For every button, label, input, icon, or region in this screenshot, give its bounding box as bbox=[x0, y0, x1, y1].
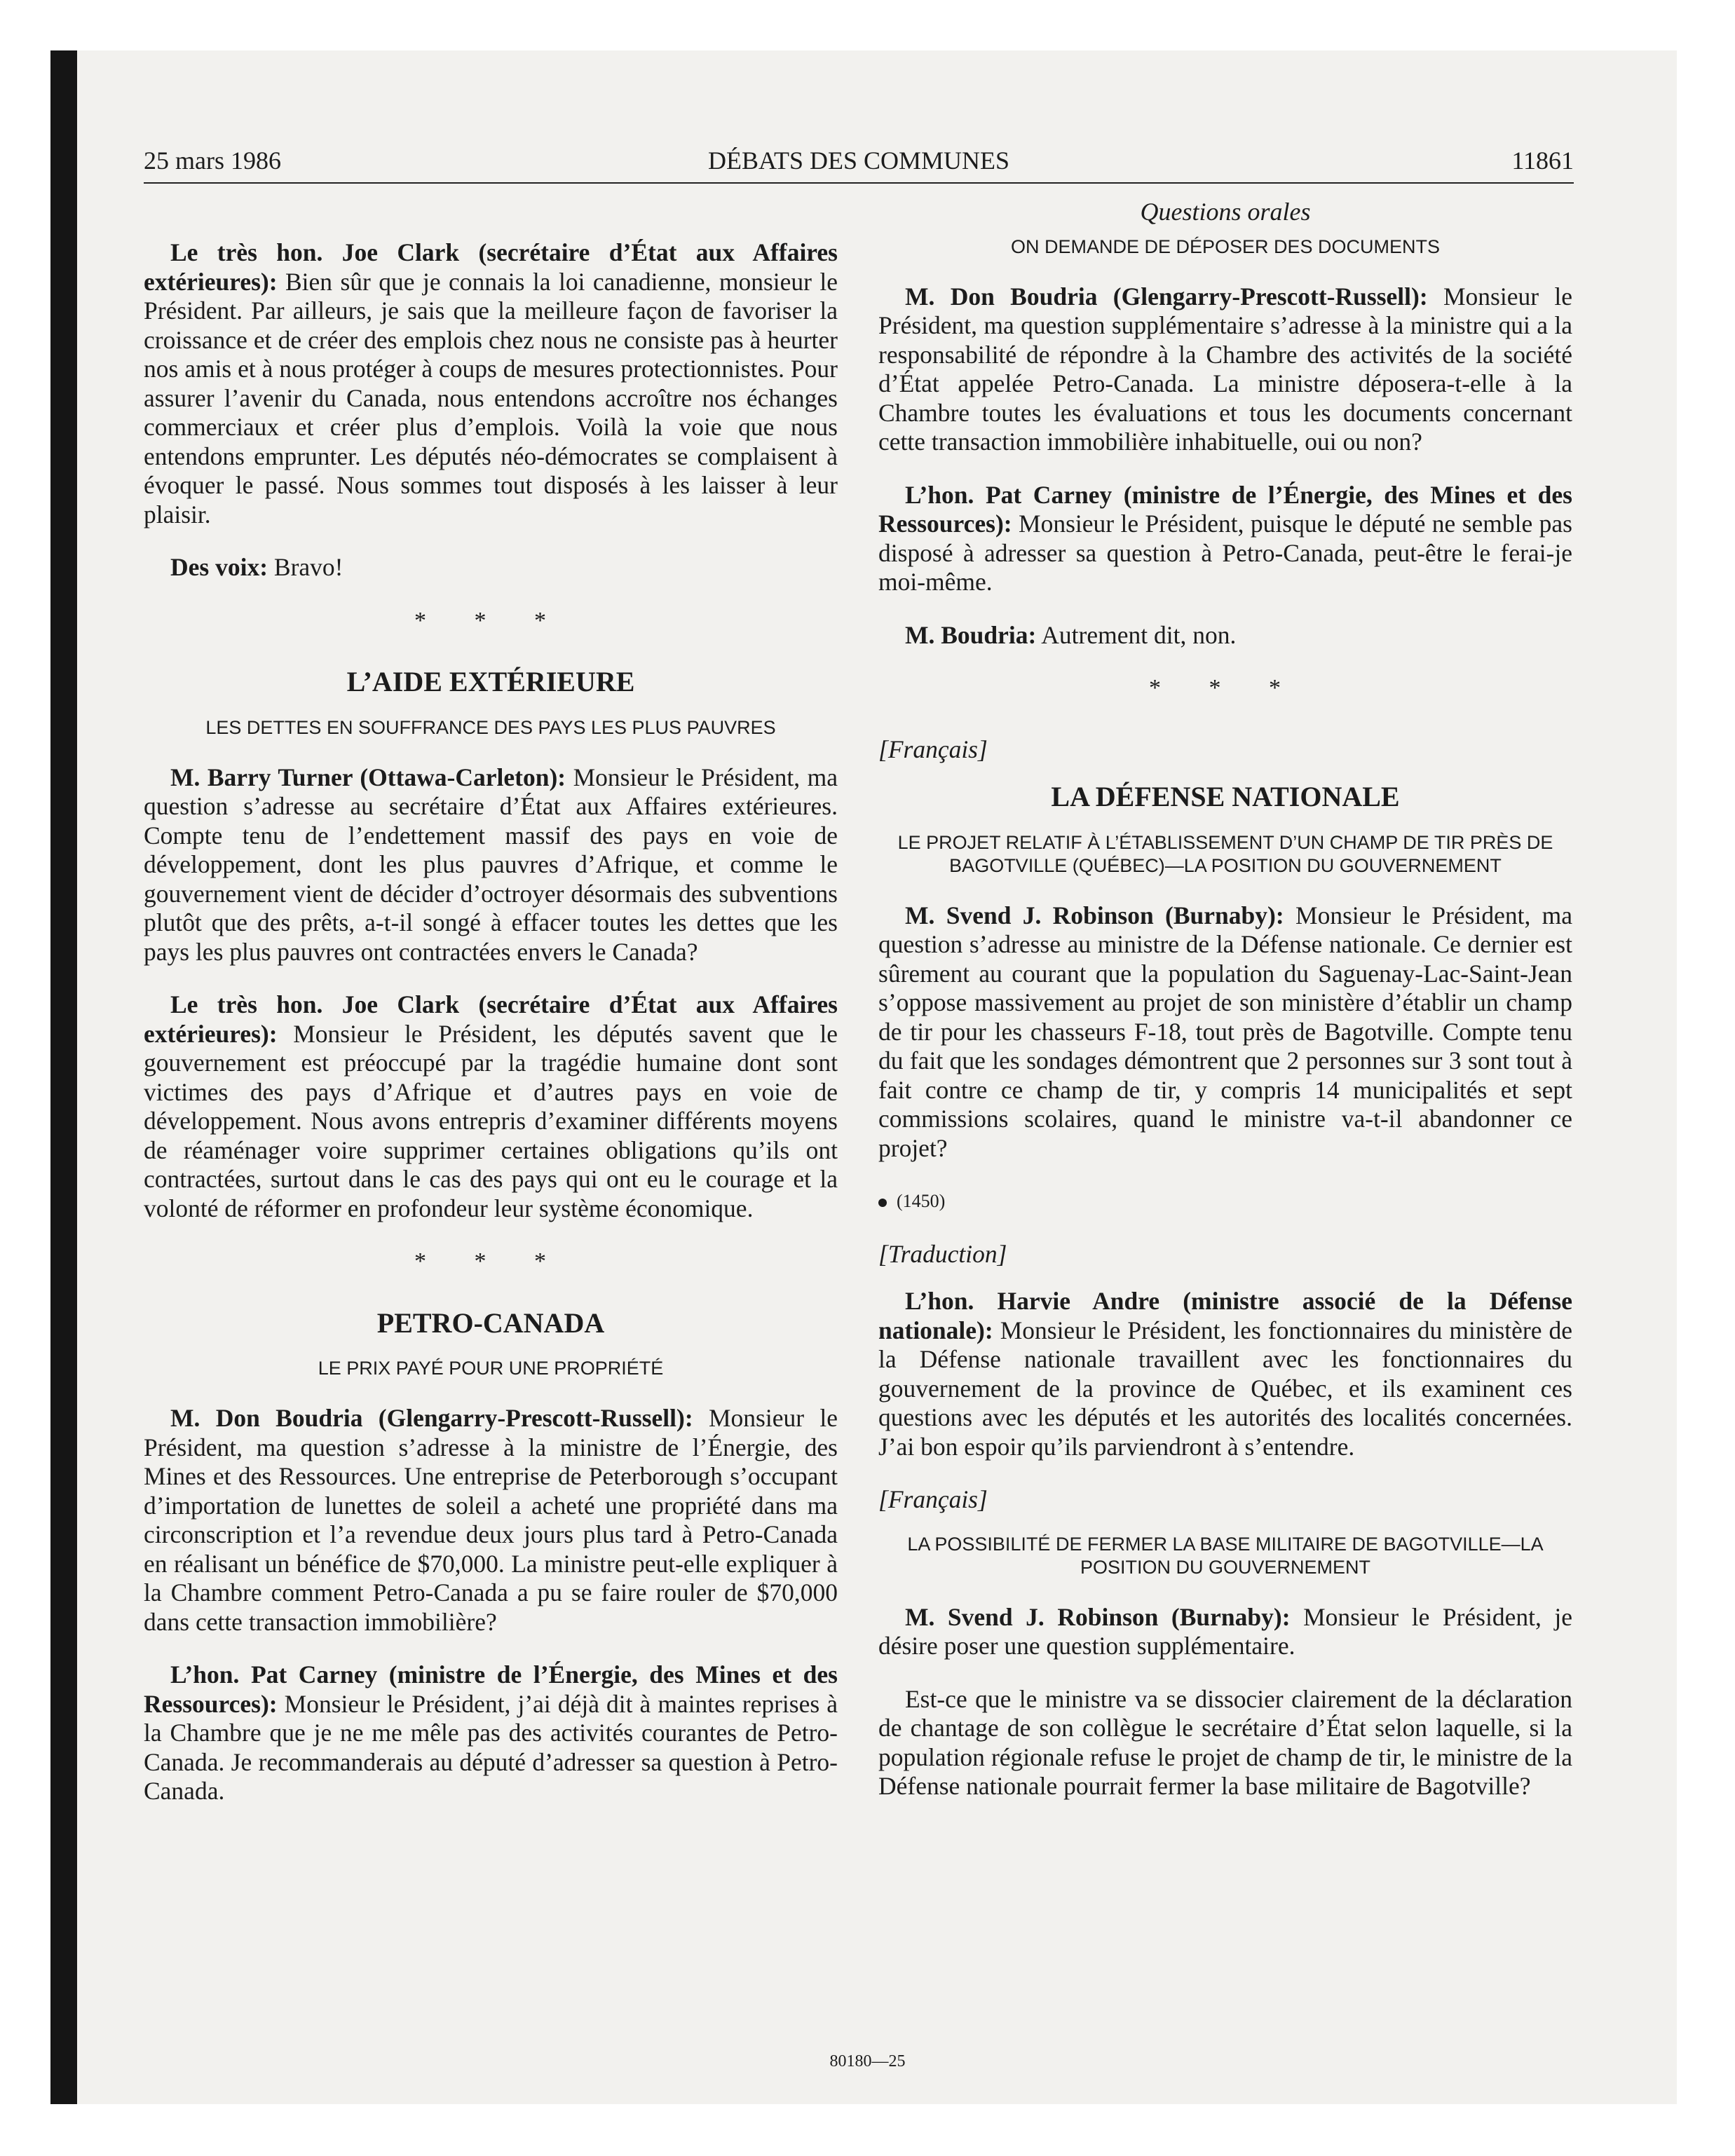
paragraph bbox=[144, 238, 838, 529]
scan-edge-bar bbox=[50, 50, 77, 2104]
speaker-name: M. Boudria: bbox=[905, 620, 1037, 649]
section-subtitle: ON DEMANDE DE DÉPOSER DES DOCUMENTS bbox=[1010, 236, 1441, 257]
paragraph bbox=[144, 1660, 838, 1806]
paragraph-text: Bien sûr que je connais la loi canadienne, monsieur le Président. Par ailleurs, je sais que la meilleure façon de favoriser la croissance et de créer des emplois chez nous ne consiste pas à heurter nos amis et à nous protéger à coups de mesures protectionnistes. Pour assurer l’avenir du Canada, nous entendons accroître nos échanges commerciaux et créer plus d’emplois. Voilà la voie que nous entendons emprunter. Les députés néo-démocrates se complaisent à évoquer le passé. Nous sommes tout disposés à les laisser à leur plaisir. bbox=[144, 267, 838, 528]
section-separator: * * * bbox=[1149, 675, 1302, 701]
paragraph-text: Monsieur le Président, ma question supplémentaire s’adresse à la ministre qui a la responsabilité de répondre à la Chambre des activités de la société d’État appelée Petro-Canada. La ministre déposera-t-elle à la Chambre toutes les évaluations et tous les documents concernant cette transaction immobilière inhabituelle, oui ou non? bbox=[878, 282, 1572, 456]
timestamp bbox=[878, 1187, 1572, 1216]
section-subtitle: LES DETTES EN SOUFFRANCE DES PAYS LES PLUS PAUVRES bbox=[205, 716, 776, 738]
speaker-name: L’hon. Harvie Andre (ministre associé de la Défense nationale): bbox=[878, 1287, 1572, 1344]
speaker-name: M. Don Boudria (Glengarry-Prescott-Russell): bbox=[170, 1404, 693, 1432]
paragraph bbox=[878, 282, 1572, 457]
speaker-name: M. Don Boudria (Glengarry-Prescott-Russell): bbox=[905, 282, 1428, 311]
paragraph bbox=[144, 990, 838, 1223]
page-header bbox=[144, 146, 1574, 184]
language-marker: [Français] bbox=[878, 1485, 988, 1513]
paragraph-text: Monsieur le Président, ma question s’adresse à la ministre de l’Énergie, des Mines et des Ressources. Une entreprise de Peterborough s’occupant d’importation de lunettes de soleil a acheté une propriété dans ma circonscription et l’a revendue deux jours plus tard à Petro-Canada en réalisant un bénéfice de $70,000. La ministre peut-elle expliquer à la Chambre comment Petro-Canada a pu se faire rouler de $70,000 dans cette transaction immobilière? bbox=[144, 1404, 838, 1636]
page-footer-code: 80180—25 bbox=[829, 2052, 906, 2070]
paragraph-text: Autrement dit, non. bbox=[1036, 620, 1237, 649]
speaker-name: M. Svend J. Robinson (Burnaby): bbox=[905, 901, 1284, 929]
speaker-name: Des voix: bbox=[170, 553, 268, 581]
paragraph-text: Monsieur le Président, ma question s’adresse au ministre de la Défense nationale. Ce dernier est sûrement au courant que la population du Saguenay-Lac-Saint-Jean s’oppose massivement au projet de son ministère d’établir un champ de tir pour les chasseurs F-18, tout près de Bagotville. Compte tenu du fait que les sondages démontrent que 2 personnes sur 3 sont tout à fait contre ce champ de tir, y compris 14 municipalités et sept commissions scolaires, quand le ministre va-t-il abandonner ce projet? bbox=[878, 901, 1573, 1162]
section-subtitle: LE PROJET RELATIF À L’ÉTABLISSEMENT D’UN CHAMP DE TIR PRÈS DE BAGOTVILLE (QUÉBEC)—LA POSITION DU GOUVERNEMENT bbox=[897, 831, 1553, 876]
paragraph bbox=[144, 553, 838, 582]
rubric-heading: Questions orales bbox=[1140, 198, 1311, 226]
header-page-number: 11861 bbox=[1511, 146, 1574, 175]
paragraph bbox=[144, 1404, 838, 1637]
section-title: L’AIDE EXTÉRIEURE bbox=[346, 666, 635, 697]
speaker-name: Le très hon. Joe Clark (secrétaire d’État aux Affaires extérieures): bbox=[144, 990, 838, 1048]
paragraph-text: Monsieur le Président, les fonctionnaires du ministère de la Défense nationale travaillent avec les fonctionnaires du gouvernement de la province de Québec, et ils examinent ces questions avec les députés et les autorités des localités concernées. J’ai bon espoir qu’ils parviendront à s’entendre. bbox=[878, 1316, 1572, 1461]
section-title: PETRO-CANADA bbox=[376, 1306, 605, 1339]
paragraph-text: Monsieur le Président, les députés savent que le gouvernement est préoccupé par la tragédie humaine dont sont victimes des pays d’Afrique et d’autres pays en voie de développement. Nous avons entrepris d’examiner différents moyens de réaménager voire supprimer certaines obligations qu’ils ont contractées, surtout dans le cas des pays qui ont eu le courage et la volonté de réformer en profondeur leur système économique. bbox=[144, 1019, 838, 1222]
section-separator: * * * bbox=[414, 1248, 567, 1274]
header-date: 25 mars 1986 bbox=[144, 146, 281, 175]
language-marker: [Traduction] bbox=[878, 1239, 1007, 1268]
right-column bbox=[878, 198, 1572, 1825]
section-title: LA DÉFENSE NATIONALE bbox=[1051, 781, 1400, 812]
speaker-name: L’hon. Pat Carney (ministre de l’Énergie, des Mines et des Ressources): bbox=[144, 1660, 838, 1718]
section-subtitle: LE PRIX PAYÉ POUR UNE PROPRIÉTÉ bbox=[318, 1358, 664, 1379]
speaker-name: Le très hon. Joe Clark (secrétaire d’État aux Affaires extérieures): bbox=[144, 238, 838, 296]
timestamp-text: (1450) bbox=[897, 1191, 946, 1211]
header-title: DÉBATS DES COMMUNES bbox=[707, 146, 1010, 175]
section-subtitle: LA POSSIBILITÉ DE FERMER LA BASE MILITAIRE DE BAGOTVILLE—LA POSITION DU GOUVERNEMENT bbox=[907, 1533, 1544, 1578]
paragraph bbox=[878, 1685, 1572, 1801]
paragraph bbox=[878, 1603, 1572, 1661]
paragraph-text: Bravo! bbox=[268, 553, 343, 581]
paragraph-text: Monsieur le Président, je désire poser une question supplémentaire. bbox=[878, 1602, 1573, 1660]
paragraph-text: Monsieur le Président, ma question s’adresse au secrétaire d’État aux Affaires extérieures. Compte tenu de l’endettement massif des pays en voie de développement, dont les plus pauvres d’Afrique, et comme le gouvernement vient de décider d’octroyer désormais des subventions plutôt que des prêts, a-t-il songé à effacer toutes les dettes que les pays les plus pauvres ont contractées envers le Canada? bbox=[144, 763, 838, 966]
paragraph bbox=[144, 763, 838, 967]
speaker-name: M. Barry Turner (Ottawa-Carleton): bbox=[170, 763, 566, 791]
left-column bbox=[144, 198, 838, 1830]
paragraph bbox=[878, 901, 1572, 1164]
paragraph bbox=[878, 481, 1572, 597]
speaker-name: L’hon. Pat Carney (ministre de l’Énergie, des Mines et des Ressources): bbox=[878, 480, 1572, 538]
paragraph-text: Monsieur le Président, j’ai déjà dit à maintes reprises à la Chambre que je ne me mêle pas des activités courantes de Petro-Canada. Je recommanderais au député d’adresser sa question à Petro-Canada. bbox=[144, 1689, 838, 1805]
bullet-dot-icon bbox=[878, 1199, 887, 1207]
paragraph-text: Est-ce que le ministre va se dissocier clairement de la déclaration de chantage de son collègue le secrétaire d’État selon laquelle, si la population régionale refuse le projet de champ de tir, le ministre de la Défense nationale pourrait fermer la base militaire de Bagotville? bbox=[878, 1684, 1572, 1800]
language-marker: [Français] bbox=[878, 735, 988, 763]
paragraph-text: Monsieur le Président, puisque le député ne semble pas disposé à adresser sa question à Petro-Canada, peut-être le ferai-je moi-même. bbox=[878, 510, 1572, 596]
paragraph bbox=[878, 1287, 1572, 1461]
paragraph bbox=[878, 621, 1572, 650]
speaker-name: M. Svend J. Robinson (Burnaby): bbox=[905, 1602, 1291, 1631]
section-separator: * * * bbox=[414, 607, 567, 634]
